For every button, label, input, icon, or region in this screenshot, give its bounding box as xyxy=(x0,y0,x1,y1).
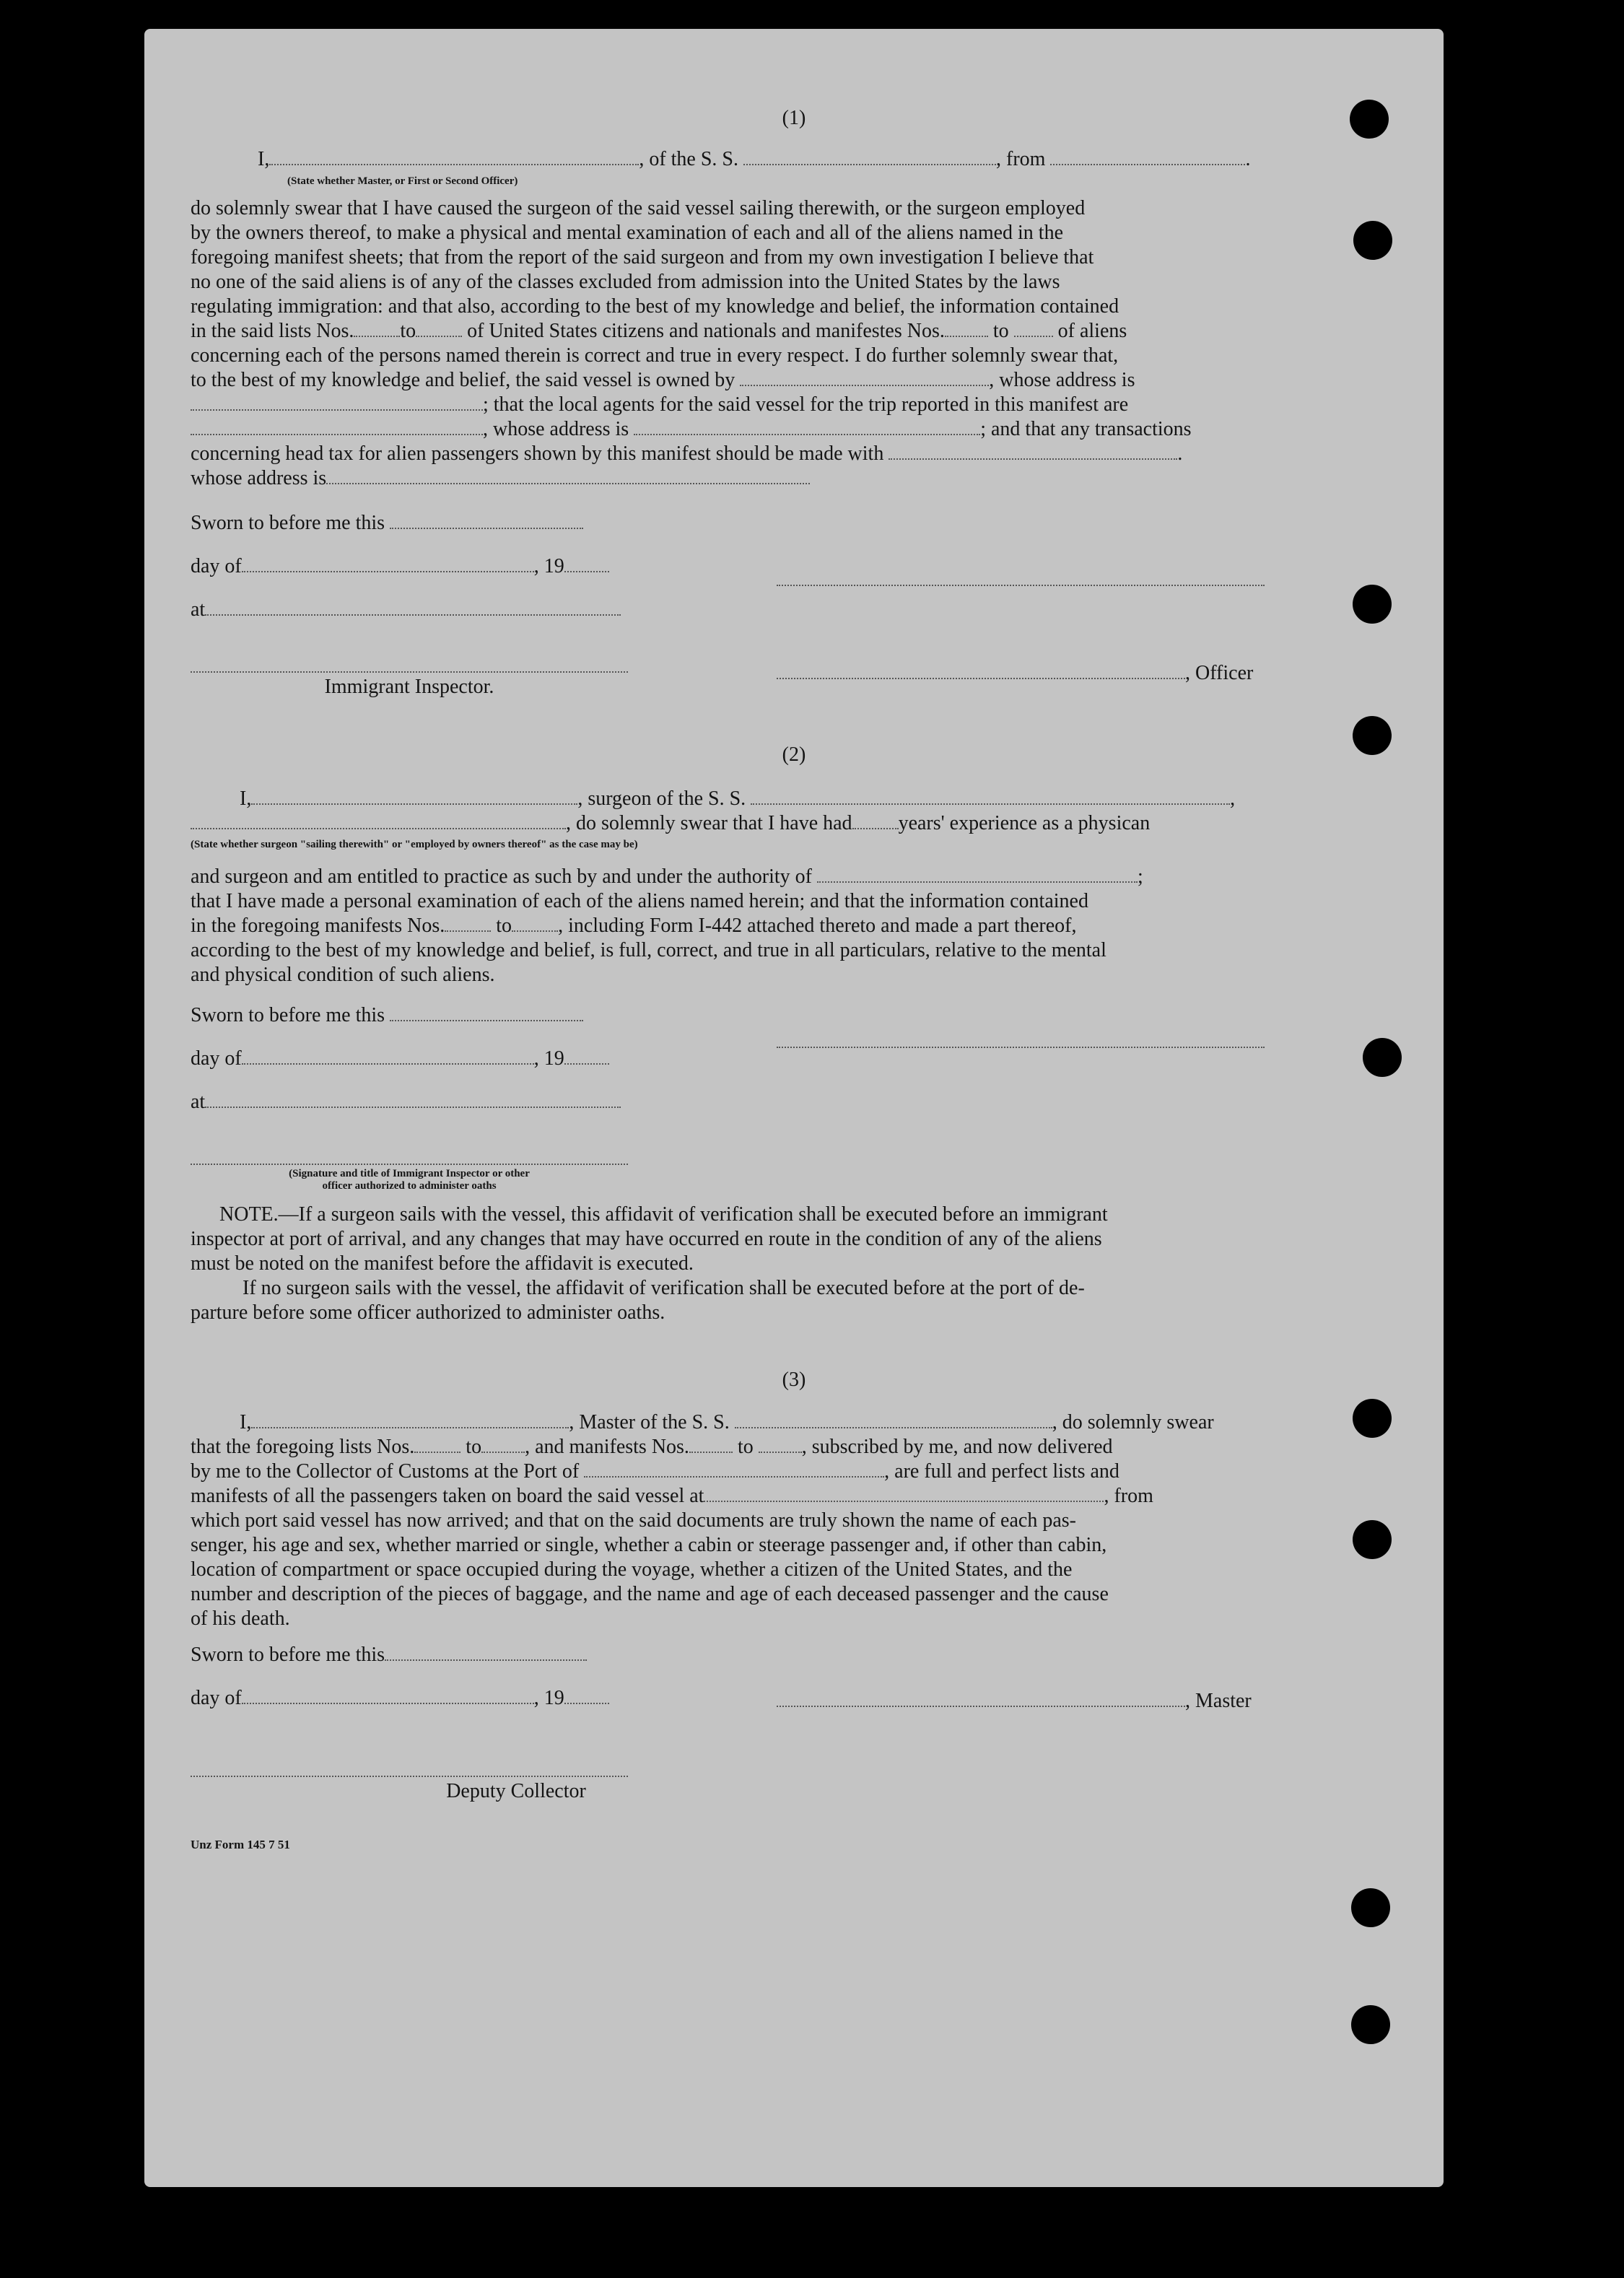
text: , Master of the S. S. xyxy=(569,1411,730,1433)
agent-blank xyxy=(191,418,483,435)
owner-blank xyxy=(740,369,989,386)
officer-signature-blank xyxy=(777,662,1185,679)
surgeon-status-blank xyxy=(191,812,566,829)
text: whose address is xyxy=(191,467,327,489)
sworn-date-blank xyxy=(385,1644,587,1661)
inspector-signature-rule xyxy=(191,671,628,673)
text: by me to the Collector of Customs at the Port of xyxy=(191,1460,580,1483)
text: , Master xyxy=(1185,1690,1252,1712)
text: , surgeon of the S. S. xyxy=(577,787,746,810)
section-3-number: (3) xyxy=(782,1369,806,1391)
text: , from xyxy=(996,148,1046,170)
list-to-blank xyxy=(481,1436,525,1453)
board-line xyxy=(191,1484,1153,1509)
text: Sworn to before me this xyxy=(191,1644,385,1666)
form-sheet xyxy=(144,29,1444,2187)
text-line: of his death. xyxy=(191,1607,290,1630)
officer-name-blank xyxy=(269,148,639,165)
text-line: according to the best of my knowledge and belief, is full, correct, and true in all particulars, relative to the mental xyxy=(191,939,1106,961)
text: , whose address is xyxy=(483,418,629,440)
signature-rule xyxy=(777,585,1265,586)
section-2-paragraph xyxy=(191,938,1265,987)
text: (Signature and title of Immigrant Inspector or other xyxy=(289,1168,530,1179)
head-tax-party-blank xyxy=(889,442,1177,460)
text: , of the S. S. xyxy=(639,148,739,170)
text: in the foregoing manifests Nos. xyxy=(191,915,445,937)
text-line: location of compartment or space occupied during the voyage, whether a citizen of the United States, and the xyxy=(191,1558,1073,1581)
owned-by-line xyxy=(191,368,1135,393)
sworn-line xyxy=(191,1003,583,1028)
inspector-label: Immigrant Inspector. xyxy=(324,676,494,698)
at-line xyxy=(191,598,621,622)
sworn-date-blank xyxy=(390,512,583,529)
list-from-blank xyxy=(414,1436,460,1453)
text: . xyxy=(1177,442,1183,465)
officer-signature-line xyxy=(777,661,1253,686)
day-of-line xyxy=(191,554,609,579)
text: , including Form I-442 attached thereto and made a part thereof, xyxy=(558,915,1077,937)
text: ; xyxy=(1138,865,1143,888)
text: I, xyxy=(240,787,252,810)
text-line: concerning each of the persons named therein is correct and true in every respect. I do further solemnly swear that, xyxy=(191,344,1119,367)
month-blank xyxy=(242,555,534,572)
experience-line xyxy=(191,811,1150,836)
surgeon-note: (State whether surgeon "sailing therewith" or "employed by owners thereof" as the case may be) xyxy=(191,839,638,850)
text-line: do solemnly swear that I have caused the surgeon of the said vessel sailing therewith, or the surgeon employed xyxy=(191,197,1086,219)
embarkation-port-blank xyxy=(704,1485,1104,1502)
text: Sworn to before me this xyxy=(191,1004,385,1026)
manifest-to-blank xyxy=(759,1436,802,1453)
authority-line xyxy=(191,865,1143,889)
text: , xyxy=(1230,787,1236,810)
note-line: must be noted on the manifest before the affidavit is executed. xyxy=(191,1252,694,1275)
punch-hole xyxy=(1351,2005,1390,2044)
head-tax-line xyxy=(191,442,1182,466)
master-name-blank xyxy=(251,1411,569,1428)
text-line: foregoing manifest sheets; that from the report of the said surgeon and from my own investigation I believe that xyxy=(191,246,1094,269)
day-of-line xyxy=(191,1047,609,1071)
text: in the said lists Nos. xyxy=(191,320,354,342)
master-line xyxy=(240,1410,1214,1435)
text-line: number and description of the pieces of baggage, and the name and age of each deceased passenger and the cause xyxy=(191,1583,1109,1605)
note-line: NOTE.—If a surgeon sails with the vessel, this affidavit of verification shall be executed before an immigrant xyxy=(219,1203,1108,1226)
text: , whose address is xyxy=(989,369,1135,391)
text: ; and that any transactions xyxy=(980,418,1192,440)
vessel-name-blank xyxy=(751,787,1230,805)
text: , and manifests Nos. xyxy=(525,1436,689,1458)
text: I, xyxy=(240,1411,252,1433)
text: to the best of my knowledge and belief, the said vessel is owned by xyxy=(191,369,735,391)
text-line: and physical condition of such aliens. xyxy=(191,964,495,986)
manifests-nos-line xyxy=(191,914,1076,938)
month-blank xyxy=(242,1047,534,1065)
text: day of xyxy=(191,1687,242,1709)
list-from-blank xyxy=(354,320,400,337)
manifest-from-blank xyxy=(945,320,988,337)
year-blank xyxy=(564,1687,609,1704)
text: manifests of all the passengers taken on board the said vessel at xyxy=(191,1485,704,1507)
text: to xyxy=(737,1436,754,1458)
note-line: inspector at port of arrival, and any changes that may have occurred en route in the condition of any of the aliens xyxy=(191,1228,1102,1250)
punch-hole xyxy=(1353,1399,1392,1438)
head-tax-address-blank xyxy=(326,467,810,484)
agents-line xyxy=(191,393,1128,417)
sworn-date-blank xyxy=(390,1004,583,1021)
form-id: Unz Form 145 7 51 xyxy=(191,1838,290,1851)
section-1-intro-line xyxy=(258,147,1250,172)
inspector-signature-rule xyxy=(191,1164,628,1165)
section-1-number: (1) xyxy=(782,107,806,129)
text: years' experience as a physican xyxy=(898,812,1151,834)
list-to-blank xyxy=(416,320,462,337)
text: to xyxy=(992,320,1009,342)
lists-nos-line xyxy=(191,1435,1113,1459)
owner-address-blank xyxy=(191,393,483,411)
year-blank xyxy=(564,555,609,572)
master-signature-line xyxy=(777,1689,1252,1714)
punch-hole xyxy=(1353,1520,1392,1559)
master-signature-blank xyxy=(777,1690,1185,1707)
text: of aliens xyxy=(1057,320,1127,342)
manifest-from-blank xyxy=(689,1436,733,1453)
text: and surgeon and am entitled to practice as such by and under the authority of xyxy=(191,865,812,888)
lists-nos-line xyxy=(191,319,1127,344)
at-line xyxy=(191,1090,621,1114)
text: to xyxy=(496,915,512,937)
note-line: If no surgeon sails with the vessel, the affidavit of verification shall be executed before at the port of de- xyxy=(243,1277,1085,1299)
text: day of xyxy=(191,1047,242,1070)
port-line xyxy=(191,1459,1119,1484)
sworn-line xyxy=(191,511,583,536)
text: to xyxy=(400,320,416,342)
text-line: senger, his age and sex, whether married or single, whether a cabin or steerage passenger and, if other than cabin, xyxy=(191,1534,1107,1556)
punch-hole xyxy=(1363,1038,1402,1077)
signature-note xyxy=(191,1168,628,1192)
whose-address-line xyxy=(191,466,810,491)
surgeon-line xyxy=(240,787,1235,811)
manifest-to-blank xyxy=(1014,320,1053,337)
agent-address-blank xyxy=(634,418,980,435)
text: ; that the local agents for the said vessel for the trip reported in this manifest are xyxy=(483,393,1129,416)
collector-label: Deputy Collector xyxy=(446,1780,586,1802)
text: of United States citizens and nationals and manifestes Nos. xyxy=(467,320,945,342)
text: , do solemnly swear that I have had xyxy=(566,812,852,834)
year-blank xyxy=(564,1047,609,1065)
text: , are full and perfect lists and xyxy=(884,1460,1119,1483)
text: , 19 xyxy=(533,1047,564,1070)
text-line: no one of the said aliens is of any of the classes excluded from admission into the United States by the laws xyxy=(191,271,1060,293)
port-blank xyxy=(584,1460,884,1478)
text: . xyxy=(1245,148,1251,170)
text: officer authorized to administer oaths xyxy=(322,1180,497,1192)
vessel-name-blank xyxy=(743,148,996,165)
section-3-paragraph xyxy=(191,1509,1265,1631)
vessel-name-blank xyxy=(735,1411,1052,1428)
punch-hole xyxy=(1353,221,1392,260)
text: , subscribed by me, and now delivered xyxy=(801,1436,1113,1458)
sworn-line xyxy=(191,1643,587,1667)
officer-note: (State whether Master, or First or Second Officer) xyxy=(287,175,518,187)
signature-rule xyxy=(777,1047,1265,1048)
authority-blank xyxy=(817,865,1138,883)
section-2-number: (2) xyxy=(782,743,806,766)
text: concerning head tax for alien passengers shown by this manifest should be made with xyxy=(191,442,884,465)
section-1-oath-paragraph xyxy=(191,196,1265,319)
note-line: parture before some officer authorized to administer oaths. xyxy=(191,1301,665,1324)
collector-signature-rule xyxy=(191,1776,628,1777)
agent-address-line xyxy=(191,417,1192,442)
text: , do solemnly swear xyxy=(1052,1411,1214,1433)
text: , from xyxy=(1104,1485,1153,1507)
text: , Officer xyxy=(1185,662,1254,684)
text: , 19 xyxy=(533,1687,564,1709)
years-blank xyxy=(852,812,899,829)
text-line: that I have made a personal examination of each of the aliens named herein; and that the information contained xyxy=(191,890,1088,912)
text: at xyxy=(191,598,206,621)
place-blank xyxy=(205,598,621,616)
text: , 19 xyxy=(533,555,564,577)
text: day of xyxy=(191,555,242,577)
punch-hole xyxy=(1351,1888,1390,1927)
surgeon-name-blank xyxy=(251,787,577,805)
text: to xyxy=(466,1436,482,1458)
place-blank xyxy=(205,1091,621,1108)
origin-blank xyxy=(1050,148,1245,165)
month-blank xyxy=(242,1687,534,1704)
text: at xyxy=(191,1091,206,1113)
text: Sworn to before me this xyxy=(191,512,385,534)
text: I, xyxy=(258,148,270,170)
text-line: regulating immigration: and that also, according to the best of my knowledge and belief, the information contained xyxy=(191,295,1119,318)
text-line: which port said vessel has now arrived; and that on the said documents are truly shown the name of each pas- xyxy=(191,1509,1076,1532)
text: that the foregoing lists Nos. xyxy=(191,1436,415,1458)
day-of-line xyxy=(191,1686,609,1711)
manifest-to-blank xyxy=(512,915,558,932)
punch-hole xyxy=(1353,585,1392,624)
text-line: by the owners thereof, to make a physical and mental examination of each and all of the aliens named in the xyxy=(191,222,1064,244)
manifest-from-blank xyxy=(445,915,491,932)
